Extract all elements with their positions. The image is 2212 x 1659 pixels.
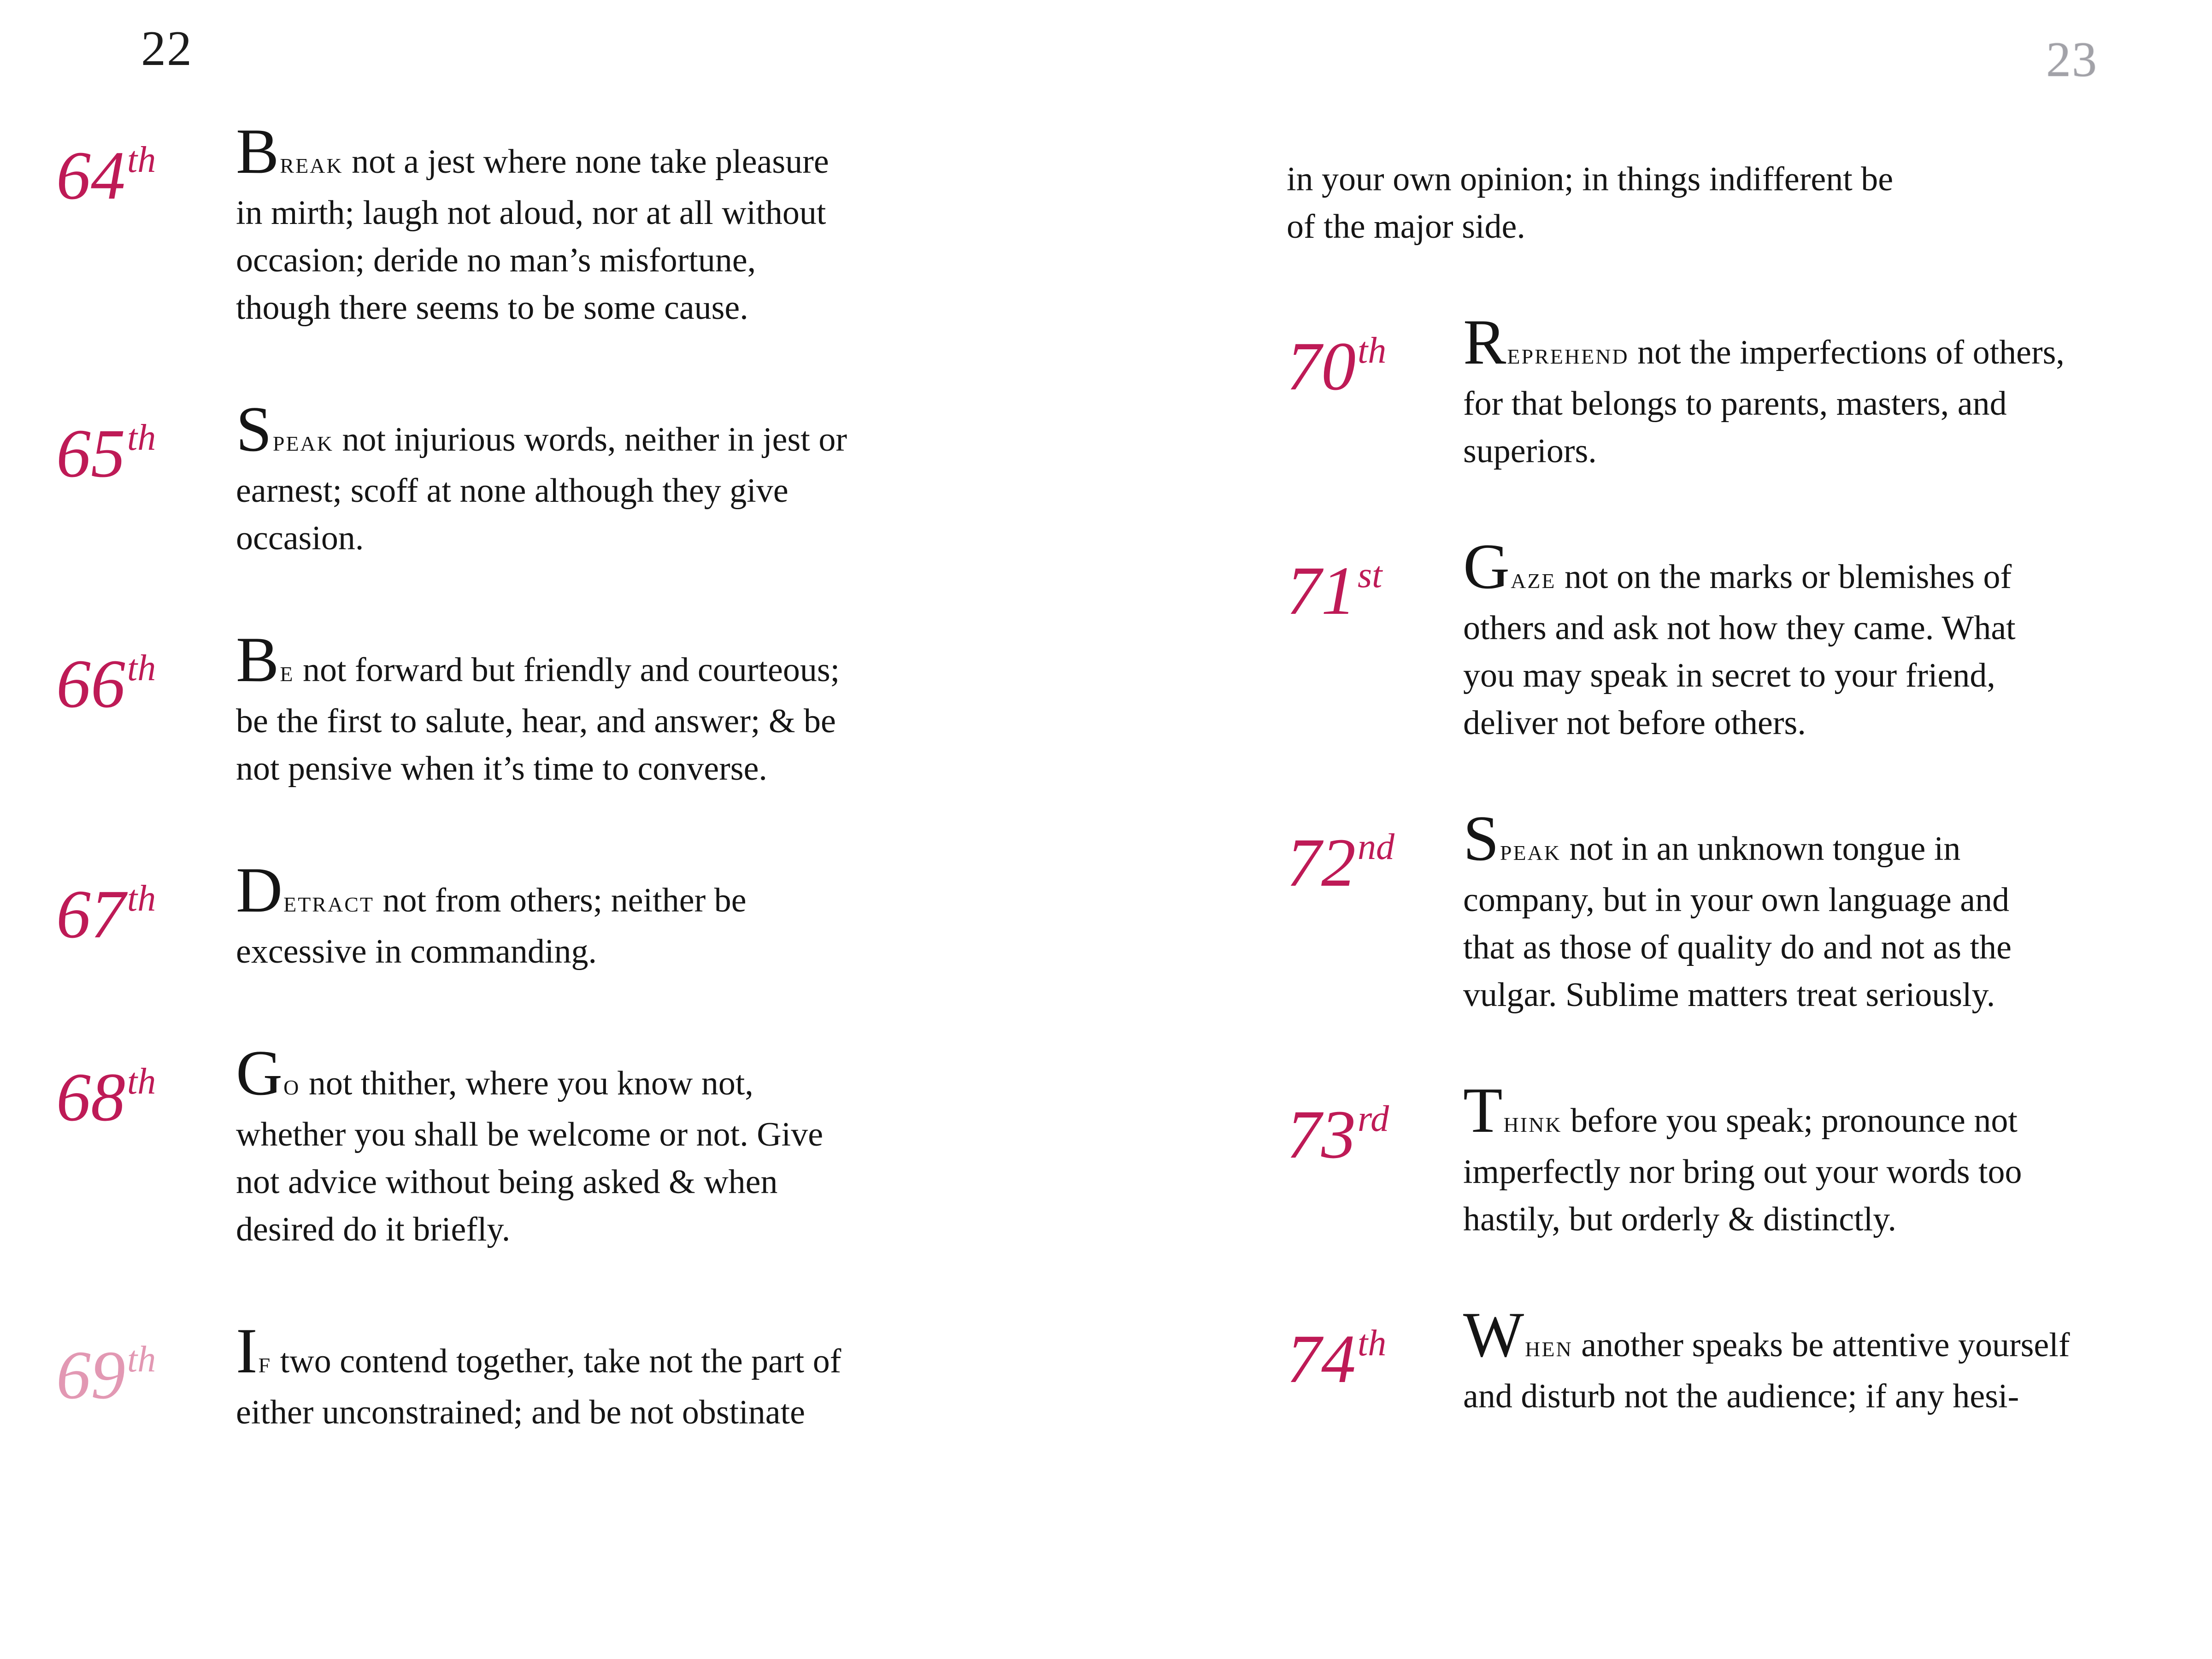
- rule-number-suffix: th: [127, 140, 156, 180]
- rule-number-column: [1287, 328, 1463, 405]
- text-line-first: [236, 1037, 1162, 1111]
- rule-number-value: 67: [56, 876, 125, 953]
- small-caps-lead: REAK: [280, 154, 343, 177]
- rule-number: [1287, 824, 1394, 901]
- rule-number: [56, 137, 156, 214]
- continuation-paragraph: [1287, 156, 2212, 251]
- first-line-rest: not from others; neither be: [374, 882, 747, 919]
- rule-number-value: 74: [1287, 1321, 1356, 1397]
- rule-number-suffix: th: [127, 1339, 156, 1380]
- rule-number: [1287, 1321, 1386, 1397]
- text-line-first: [1463, 803, 2212, 877]
- rule-text: [1463, 1075, 2212, 1243]
- text-line: deliver not before others.: [1463, 704, 1806, 742]
- rule-entry: [56, 394, 1162, 562]
- text-line: excessive in commanding.: [236, 933, 597, 971]
- rule-text: [236, 394, 1162, 562]
- rule-number-column: [56, 876, 236, 953]
- text-lines: [1463, 1373, 2212, 1420]
- rule-number: [56, 646, 156, 722]
- rule-entry: [56, 1037, 1162, 1253]
- rule-entry: [1287, 1299, 2212, 1420]
- drop-cap-letter: D: [236, 854, 284, 926]
- rule-number-column: [56, 646, 236, 722]
- text-line: be the first to salute, hear, and answer; & be: [236, 702, 836, 740]
- first-line-rest: two contend together, take not the part of: [271, 1342, 841, 1380]
- page-number-right: 23: [2046, 32, 2098, 87]
- text-lines: [1463, 605, 2212, 747]
- rule-number-suffix: st: [1358, 555, 1382, 595]
- rule-number-column: [56, 1337, 236, 1413]
- text-line: imperfectly nor bring out your words too: [1463, 1153, 2022, 1191]
- rule-number-suffix: th: [1358, 1323, 1387, 1364]
- small-caps-lead: AZE: [1511, 569, 1556, 593]
- text-line-first: [1463, 1299, 2212, 1373]
- small-caps-lead: ETRACT: [283, 893, 374, 916]
- text-lines: [236, 698, 1162, 793]
- page-right: [1106, 0, 2212, 1659]
- text-line-first: [236, 394, 1162, 467]
- text-lines: [1463, 1148, 2212, 1243]
- rule-text: [1463, 306, 2212, 475]
- text-line-first: [1463, 306, 2212, 380]
- rule-text: [1463, 1299, 2212, 1420]
- rule-number-suffix: th: [1358, 330, 1387, 371]
- rule-number-value: 71: [1287, 553, 1356, 629]
- first-line-rest: not in an unknown tongue in: [1561, 830, 1961, 868]
- rule-number: [56, 876, 156, 953]
- text-line: you may speak in secret to your friend,: [1463, 657, 1995, 694]
- drop-cap-letter: G: [236, 1037, 284, 1109]
- rule-number: [1287, 328, 1386, 405]
- drop-cap-letter: T: [1463, 1075, 1504, 1146]
- text-lines: [1463, 877, 2212, 1019]
- rule-number-column: [56, 137, 236, 214]
- rule-number-value: 72: [1287, 824, 1356, 901]
- rule-text: [236, 1315, 1162, 1436]
- rule-entry: [56, 1315, 1162, 1436]
- text-line: for that belongs to parents, masters, and: [1463, 385, 2007, 423]
- rule-entry: [56, 116, 1162, 332]
- rule-number-suffix: th: [127, 1061, 156, 1102]
- rule-number-column: [56, 415, 236, 492]
- text-line: though there seems to be some cause.: [236, 289, 748, 327]
- rule-number: [56, 415, 156, 492]
- text-line: occasion.: [236, 519, 364, 557]
- small-caps-lead: E: [280, 662, 294, 686]
- text-line-first: [236, 116, 1162, 189]
- text-line: that as those of quality do and not as the: [1463, 929, 2012, 966]
- small-caps-lead: EPREHEND: [1507, 345, 1629, 368]
- rule-number-value: 68: [56, 1059, 125, 1135]
- first-line-rest: not on the marks or blemishes of: [1556, 558, 2012, 596]
- rule-number-value: 64: [56, 137, 125, 214]
- text-line-first: [236, 854, 1162, 928]
- text-line: company, but in your own language and: [1463, 881, 2010, 919]
- page-number-left: 22: [141, 21, 193, 76]
- drop-cap-letter: G: [1463, 531, 1511, 602]
- text-line: vulgar. Sublime matters treat seriously.: [1463, 976, 1995, 1014]
- text-line: superiors.: [1463, 432, 1597, 470]
- rule-number-column: [1287, 1096, 1463, 1173]
- text-line: desired do it briefly.: [236, 1211, 511, 1248]
- rule-number-suffix: nd: [1358, 827, 1394, 867]
- small-caps-lead: PEAK: [1500, 841, 1561, 865]
- text-lines: [236, 189, 1162, 332]
- rule-number-column: [1287, 553, 1463, 629]
- drop-cap-letter: B: [236, 624, 280, 695]
- first-line-rest: not thither, where you know not,: [300, 1065, 753, 1102]
- text-line: hastily, but orderly & distinctly.: [1463, 1200, 1896, 1238]
- rule-number-value: 66: [56, 646, 125, 722]
- rule-number-column: [1287, 1321, 1463, 1397]
- rules-list-right: [1287, 306, 2212, 1420]
- text-line-first: [1463, 531, 2212, 605]
- text-lines: [1463, 380, 2212, 475]
- rule-number-suffix: th: [127, 648, 156, 688]
- rule-entry: [1287, 1075, 2212, 1243]
- drop-cap-letter: R: [1463, 306, 1507, 378]
- rule-text: [236, 1037, 1162, 1253]
- rule-number-value: 70: [1287, 328, 1356, 405]
- small-caps-lead: PEAK: [272, 432, 334, 455]
- text-lines: [236, 1111, 1162, 1253]
- rule-text: [236, 116, 1162, 332]
- rule-number-suffix: th: [127, 878, 156, 919]
- text-line: and disturb not the audience; if any hesi-: [1463, 1377, 2019, 1415]
- small-caps-lead: O: [283, 1076, 300, 1099]
- rule-entry: [1287, 803, 2212, 1019]
- rule-text: [1463, 531, 2212, 747]
- text-lines: [236, 1389, 1162, 1436]
- text-line: whether you shall be welcome or not. Give: [236, 1116, 824, 1153]
- drop-cap-letter: I: [236, 1315, 259, 1387]
- text-line-first: [236, 624, 1162, 698]
- text-line: in your own opinion; in things indifferent be: [1287, 160, 1894, 198]
- drop-cap-letter: W: [1463, 1299, 1525, 1371]
- rule-entry: [1287, 306, 2212, 475]
- rule-number: [1287, 553, 1382, 629]
- text-line: in mirth; laugh not aloud, nor at all without: [236, 194, 826, 232]
- rule-entry: [1287, 531, 2212, 747]
- first-line-rest: not a jest where none take pleasure: [343, 143, 829, 181]
- first-line-rest: not forward but friendly and courteous;: [294, 651, 840, 689]
- text-line: not pensive when it’s time to converse.: [236, 750, 767, 788]
- rule-number-value: 73: [1287, 1096, 1356, 1173]
- small-caps-lead: HINK: [1503, 1113, 1562, 1136]
- drop-cap-letter: S: [236, 394, 273, 465]
- first-line-rest: another speaks be attentive yourself: [1572, 1326, 2070, 1364]
- text-line: others and ask not how they came. What: [1463, 609, 2016, 647]
- text-line: of the major side.: [1287, 208, 1525, 246]
- rule-number-value: 69: [56, 1337, 125, 1413]
- text-line-first: [236, 1315, 1162, 1389]
- rule-number: [1287, 1096, 1389, 1173]
- text-line: earnest; scoff at none although they give: [236, 472, 788, 510]
- rule-text: [1463, 803, 2212, 1019]
- first-line-rest: not the imperfections of others,: [1629, 334, 2065, 371]
- rules-column-left: [0, 116, 1162, 1521]
- rule-number: [56, 1059, 156, 1135]
- rule-number-value: 65: [56, 415, 125, 492]
- drop-cap-letter: B: [236, 116, 280, 187]
- text-lines: [236, 467, 1162, 562]
- rule-entry: [56, 624, 1162, 793]
- text-lines: [236, 928, 1162, 976]
- text-line-first: [1463, 1075, 2212, 1148]
- rules-column-right: [1106, 156, 2212, 1499]
- text-line: not advice without being asked & when: [236, 1163, 778, 1201]
- small-caps-lead: HEN: [1525, 1337, 1573, 1361]
- small-caps-lead: F: [258, 1353, 272, 1377]
- rule-entry: [56, 854, 1162, 976]
- rule-text: [236, 854, 1162, 976]
- text-line: either unconstrained; and be not obstinate: [236, 1394, 806, 1431]
- text-line: occasion; deride no man’s misfortune,: [236, 241, 756, 279]
- rule-number-suffix: rd: [1358, 1099, 1389, 1139]
- rule-number: [56, 1337, 156, 1413]
- rule-number-suffix: th: [127, 418, 156, 458]
- first-line-rest: before you speak; pronounce not: [1562, 1102, 2018, 1140]
- rule-number-column: [1287, 824, 1463, 901]
- rule-number-column: [56, 1059, 236, 1135]
- rule-text: [236, 624, 1162, 793]
- drop-cap-letter: S: [1463, 803, 1500, 874]
- first-line-rest: not injurious words, neither in jest or: [334, 421, 847, 459]
